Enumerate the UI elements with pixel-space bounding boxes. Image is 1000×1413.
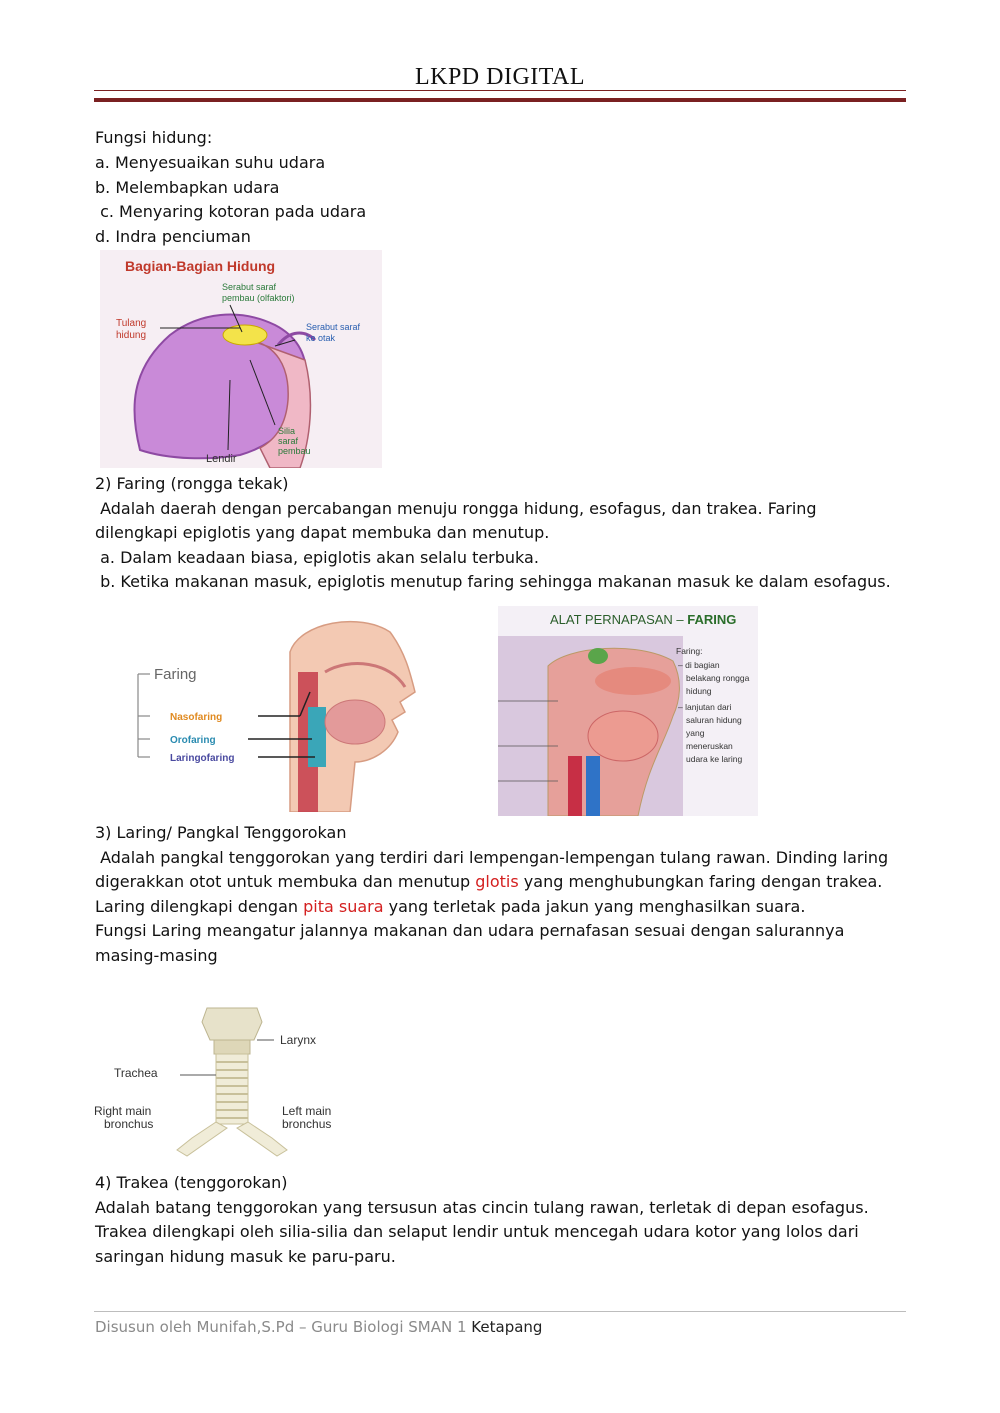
faring-line-1: Adalah daerah dengan percabangan menuju rongga hidung, esofagus, dan trakea. Faring: [95, 499, 817, 518]
laring-heading: 3) Laring/ Pangkal Tenggorokan: [95, 823, 347, 842]
faring-note-8: udara ke laring: [686, 754, 743, 764]
faring-laringofaring-label: Laringofaring: [170, 753, 235, 764]
faring-line-3: a. Dalam keadaan biasa, epiglotis akan selalu terbuka.: [95, 548, 539, 567]
faring-note-0: Faring:: [676, 646, 703, 656]
trachea-label: Trachea: [114, 1066, 158, 1080]
faring-line-4: b. Ketika makanan masuk, epiglotis menutup faring sehingga makanan masuk ke dalam esofagus.: [95, 572, 891, 591]
faring-right-title: ALAT PERNAPASAN – FARING: [550, 612, 737, 627]
nose-figure-title: Bagian-Bagian Hidung: [125, 258, 276, 274]
nose-label-otak-1: Serabut saraf: [306, 322, 361, 332]
nose-label-otak-2: ke otak: [306, 333, 336, 343]
trakea-line-1: Adalah batang tenggorokan yang tersusun atas cincin tulang rawan, terletak di depan esofagus.: [95, 1198, 869, 1217]
larynx-label: Larynx: [280, 1033, 317, 1047]
laring-line-4: Fungsi Laring meangatur jalannya makanan dan udara pernafasan sesuai dengan salurannya: [95, 921, 845, 940]
glotis-highlight: glotis: [475, 872, 519, 891]
laring-line-5: masing-masing: [95, 946, 218, 965]
footer: Disusun oleh Munifah,S.Pd – Guru Biologi SMAN 1 Ketapang: [95, 1318, 543, 1336]
right-bronchus-label-1: Right main: [94, 1104, 152, 1118]
faring-note-1: – di bagian: [678, 660, 720, 670]
hidung-item-b: b. Melembapkan udara: [95, 178, 280, 197]
faring-diagram-right: [498, 606, 758, 816]
left-bronchus-label-2: bronchus: [282, 1117, 332, 1131]
nose-label-silia-3: pembau: [278, 446, 311, 456]
faring-root-label: Faring: [154, 666, 197, 683]
hidung-item-d: d. Indra penciuman: [95, 227, 251, 246]
faring-line-2: dilengkapi epiglotis yang dapat membuka dan menutup.: [95, 523, 550, 542]
faring-note-4: – lanjutan dari: [678, 702, 732, 712]
nose-label-silia-1: Silia: [278, 426, 296, 436]
right-bronchus-label-2: bronchus: [104, 1117, 154, 1131]
nose-label-silia-2: saraf: [278, 436, 299, 446]
faring-nasofaring-label: Nasofaring: [170, 712, 223, 723]
laring-line-1: Adalah pangkal tenggorokan yang terdiri dari lempengan-lempengan tulang rawan. Dinding laring: [95, 848, 889, 867]
nose-label-tulang-2: hidung: [116, 330, 147, 341]
faring-note-7: meneruskan: [686, 741, 733, 751]
nose-label-olfaktori-1: Serabut saraf: [222, 282, 277, 292]
nose-anatomy-figure: [100, 250, 382, 468]
hidung-item-a: a. Menyesuaikan suhu udara: [95, 153, 326, 172]
nose-label-tulang-1: Tulang: [116, 318, 147, 329]
faring-heading: 2) Faring (rongga tekak): [95, 474, 289, 493]
faring-note-2: belakang rongga: [686, 673, 750, 683]
header-rule-thin: [94, 90, 906, 91]
faring-note-5: saluran hidung: [686, 715, 742, 725]
nose-label-lendir: Lendir: [206, 453, 237, 465]
faring-note-6: yang: [686, 728, 705, 738]
trakea-line-3: saringan hidung masuk ke paru-paru.: [95, 1247, 396, 1266]
faring-note-3: hidung: [686, 686, 712, 696]
trakea-line-2: Trakea dilengkapi oleh silia-silia dan selaput lendir untuk mencegah udara kotor yang lolos dari: [95, 1222, 859, 1241]
laring-line-2: digerakkan otot untuk membuka dan menutup glotis yang menghubungkan faring dengan trakea.: [95, 872, 883, 891]
hidung-item-c: c. Menyaring kotoran pada udara: [95, 202, 367, 221]
pita-suara-highlight: pita suara: [303, 897, 384, 916]
hidung-heading: Fungsi hidung:: [95, 128, 213, 147]
faring-orofaring-label: Orofaring: [170, 735, 216, 746]
footer-place: Ketapang: [471, 1318, 543, 1336]
left-bronchus-label-1: Left main: [282, 1104, 332, 1118]
trakea-heading: 4) Trakea (tenggorokan): [95, 1173, 288, 1192]
trachea-figure: [92, 1000, 367, 1160]
footer-rule: [94, 1311, 906, 1312]
header-rule-thick: [94, 98, 906, 102]
faring-diagram-left: [130, 612, 425, 812]
nose-label-olfaktori-2: pembau (olfaktori): [222, 293, 295, 303]
page-title: LKPD DIGITAL: [414, 64, 586, 90]
laring-line-3: Laring dilengkapi dengan pita suara yang terletak pada jakun yang menghasilkan suara.: [95, 897, 806, 916]
